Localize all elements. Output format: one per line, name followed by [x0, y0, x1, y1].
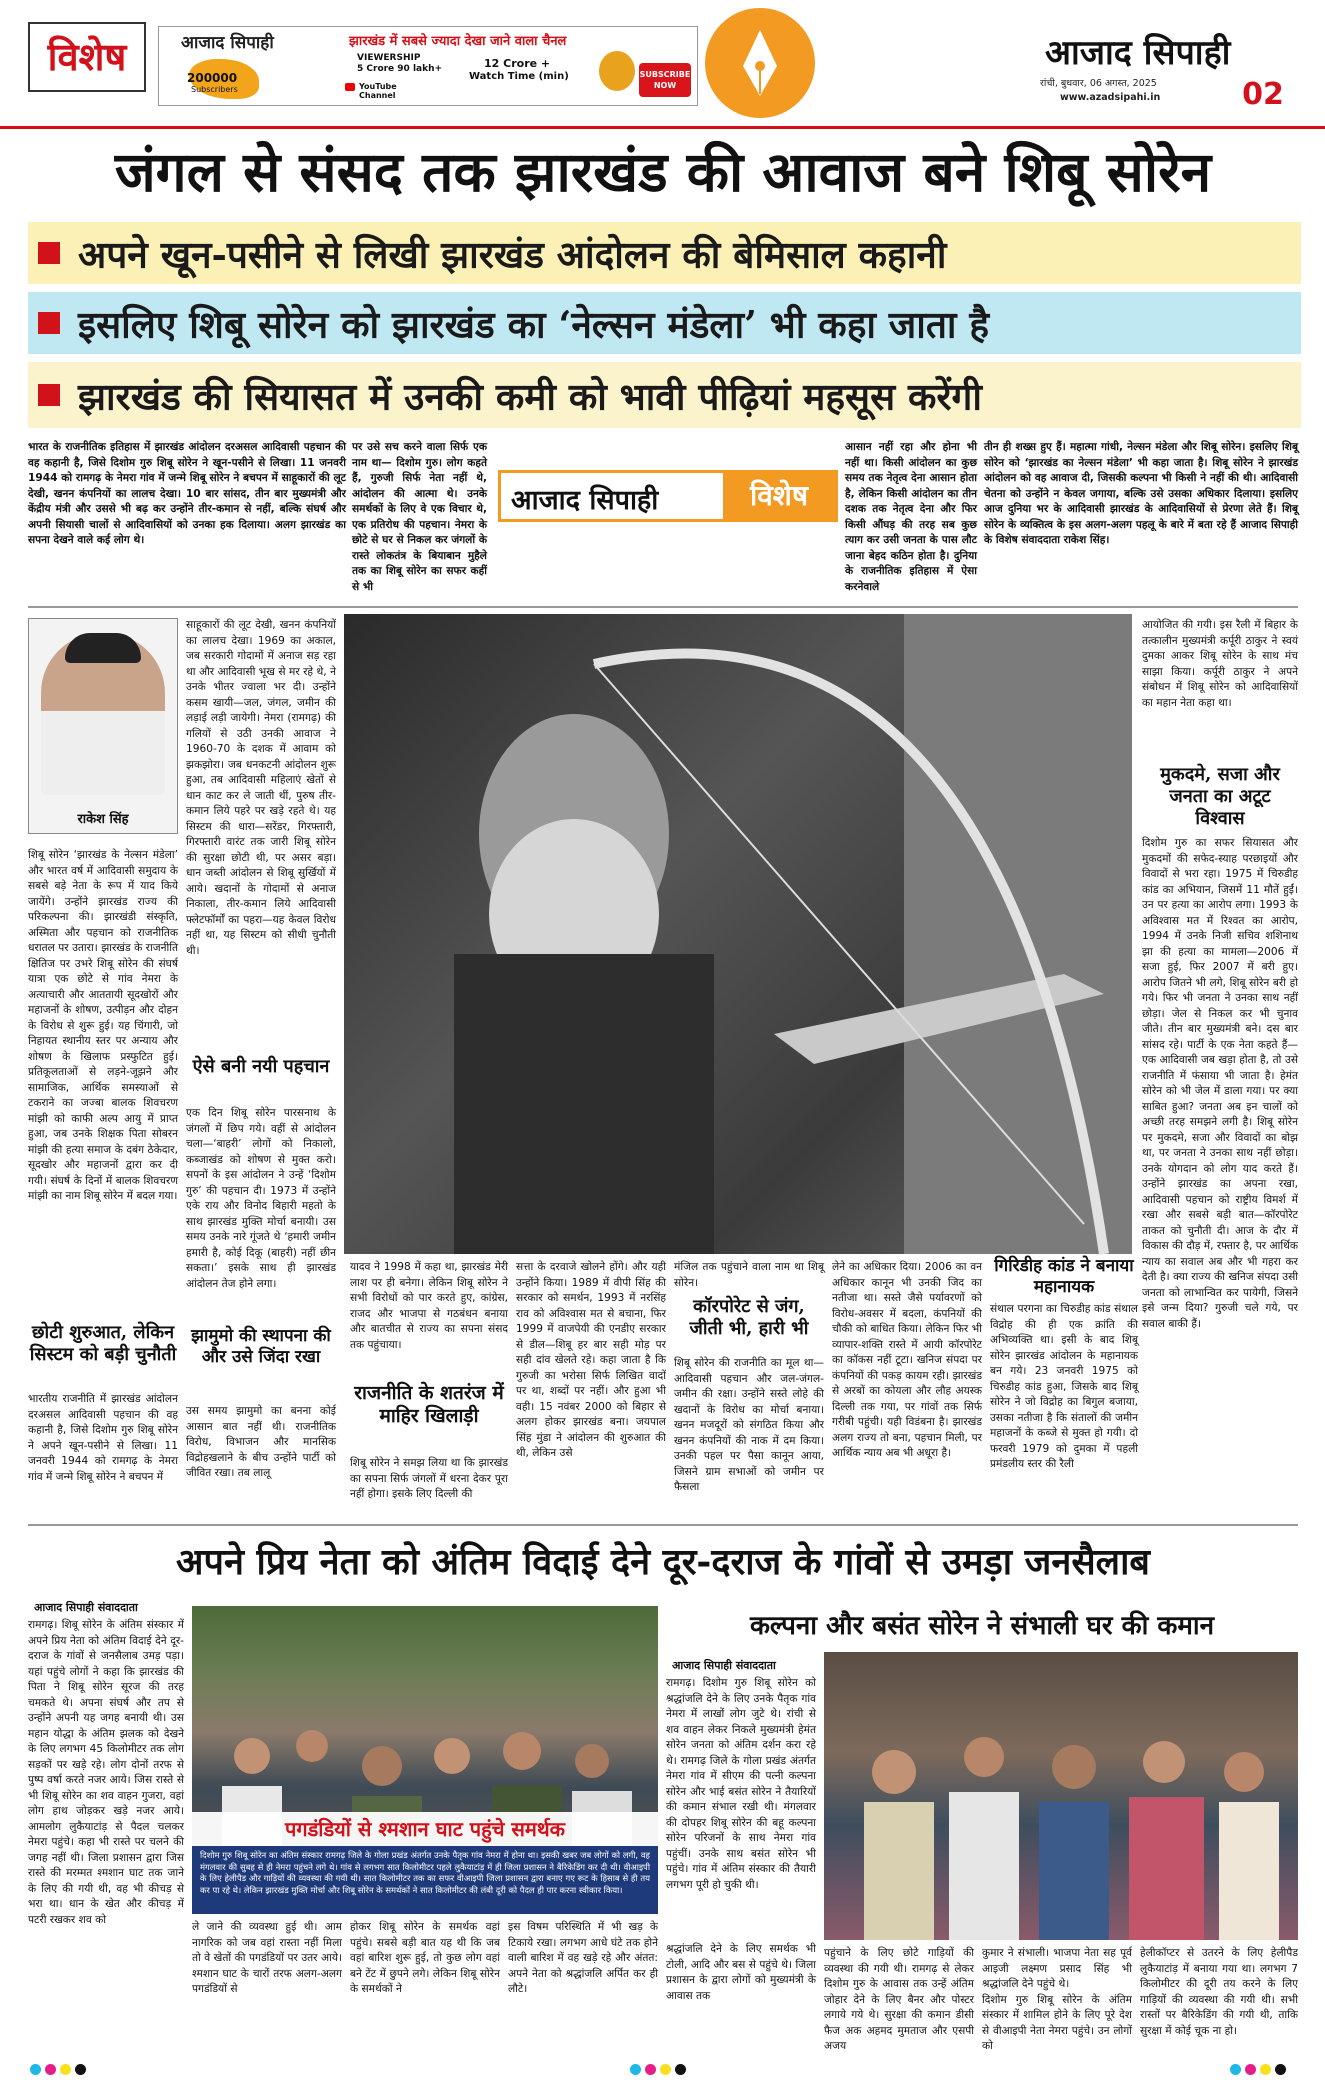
black-dot-icon	[1275, 2064, 1286, 2075]
intro-col-4: आसान नहीं रहा और होना भी नहीं था। किसी आंदोलन का कुछ समय तक नेतृत्व देना आसान होता है, लेकिन किसी आंदोलन का तीन दशक तक नेतृत्व देना और फिर किसी औंघड़ की तरह सब कुछ त्याग कर उसी जनता के पास लौट जाना बेहद कठिन होता है। दुनिया के राजनीतिक इतिहास में ऐसा करनेवाले	[845, 441, 977, 593]
yellow-dot-icon	[660, 2064, 671, 2075]
pen-nib-logo-icon	[705, 8, 815, 118]
registration-marks-left	[30, 2060, 90, 2074]
logo-section	[723, 473, 835, 519]
author-name: राकेश सिंह	[77, 812, 129, 827]
main-headline: जंगल से संसद तक झारखंड की आवाज बने शिबू सोरेन	[114, 139, 1212, 204]
ad-brand: आजाद सिपाही	[181, 33, 274, 53]
right-text-4: हेलीकॉप्टर से उतरने के लिए हेलीपैड लुकैयाटांड़ में बनाया गया था। लगभग 7 किलोमीटर की दूरी तय करने के लिए गाड़ियों की व्यवस्था की गयी थी। सभी रास्तों पर बैरिकेडिंग की गयी थी, ताकि सुरक्षा में कोई चूक ना हो।	[1140, 1947, 1298, 2037]
ad-viewership-label: VIEWERSHIP	[357, 53, 421, 63]
body-col-8: आयोजित की गयी। इस रैली में बिहार के तत्कालीन मुख्यमंत्री कर्पूरी ठाकुर ने स्वयं दुमका आकर शिबू सोरेन के साथ मंच साझा किया। कर्पूरी ठाकुर ने अपने संबोधन में शिबू सोरेन को आदिवासियों का महान नेता कहा था।	[1142, 619, 1298, 709]
ad-tagline: झारखंड में सबसे ज्यादा देखा जाने वाला चैनल	[349, 34, 567, 49]
ad-subscribers-count: 200000	[187, 71, 238, 85]
lower-headline: अपने प्रिय नेता को अंतिम विदाई देने दूर-दराज के गांवों से उमड़ा जनसैलाब	[176, 1541, 1150, 1583]
subhead-1-text: अपने खून-पसीने से लिखी झारखंड आंदोलन की बेमिसाल कहानी	[78, 232, 947, 277]
page-number: 02	[1242, 77, 1284, 112]
subhead-small-start: छोटी शुरुआत, लेकिन सिस्टम को बड़ी चुनौती	[29, 1322, 177, 1365]
photo-banner	[192, 1812, 658, 1846]
paper-name: आजाद सिपाही	[1045, 33, 1231, 73]
body-col-8b: दिशोम गुरु का सफर सियासत और मुकदमों की सफेद-स्याह परछाइयों और विवादों से भरा रहा। 1975 में चिरुडीह कांड का अभियान, जिसमें 11 मौतें हुईं। उन पर हत्या का आरोप लगा। 1993 के अविश्वास मत में रिश्वत का आरोप, 1994 में उनके निजी सचिव शशिनाथ झा की हत्या का मामला—2006 में सजा हुई, फिर 2007 में बरी हुए। आरोप जितने भी लगे, शिबू सोरेन बरी हो गये। फिर भी जनता ने उनका साथ नहीं छोड़ा। जेल से निकल कर भी चुनाव जीते। तीन बार मुख्यमंत्री बने। दस बार सांसद रहे। पार्टी के एक नेता कहते हैं—एक आदिवासी जब खड़ा होता है, तो उसे राजनीति में फंसाया भी जाता है। हेमंत सोरेन को भी जेल में डाला गया। पर क्या साबित हुआ? जनता अब इन चालों को अच्छी तरह समझने लगी है। शिबू सोरेन पर मुकदमे, सजा और विवादों का बोझ था, पर जनता ने उनका साथ नहीं छोड़ा। उनके योगदान को लोग याद करते हैं। उन्होंने झारखंड का अपना रखा, आदिवासी पहचान को राष्ट्रीय विमर्श में रखा और सबसे बड़ी बात—कॉरपोरेट ताकत को चुनौती दी। आज के दौर में विकास की दौड़ में, रफ्तार है, पर आर्थिक न्याय का सवाल अब और भी गहरा कर देती है। क्या राज्य की खनिज संपदा उसी जनता को लाभान्वित कर पायेगी, जिसने इसे जन्म दिया? गुरुजी चले गये, पर सवाल बाकी हैं।	[1142, 837, 1298, 1330]
website[interactable]: www.azadsipahi.in	[1060, 92, 1161, 103]
pen-nib-icon	[705, 8, 815, 118]
subhead-band-2	[28, 292, 1301, 354]
channel-ad-banner	[158, 26, 698, 106]
dateline: रांची, बुधवार, 06 अगस्त, 2025	[1040, 78, 1157, 89]
subhead-band-3	[28, 362, 1301, 428]
lower-text-1: रामगढ़। शिबू सोरेन के अंतिम संस्कार में अपने प्रिय नेता को अंतिम विदाई देने दूर-दराज के गांवों से जनसैलाब उमड़ पड़ा। यहां पहुंचे लोगों ने कहा कि झारखंड की पिता ने शिबू सोरेन सूरज की तरह चमकते थे। अपना संघर्ष और तप से उन्होंने अपनी यह जगह बनायी थी। उस महान योद्धा के अंतिम झलक को देखने के लिए लगभग 45 किलोमीटर तक लोग सड़कों पर खड़े रहे। लोग दोनों तरफ से पुष्प वर्षा करते नजर आये। जिस रास्ते से भी शिबू सोरेन का शव वाहन गुजरा, वहां लोग हाथ जोड़कर खड़े नजर आये। आमलोग लुकैयाटांड़ से पैदल चलकर नेमरा पहुंचे। कहा भी रास्ते पर चलने की जगह नहीं थी। जिला प्रशासन द्वारा जिस रास्ते की मरम्मत श्मशान घाट तक जाने के लिए की गयी थी, वह भी कीचड़ से भरा था। धान के खेत और कीचड़ में पटरी रखकर शव को	[28, 1619, 184, 1926]
subhead-cases: मुकदमे, सजा और जनता का अटूट विश्वास	[1160, 764, 1280, 829]
right-text-3: कुमार ने संभाली। भाजपा नेता सह पूर्व आइजी लक्ष्मण प्रसाद सिंह भी श्रद्धांजलि देने पहुंचे थे। दिशोम गुरु शिबू सोरेन के अंतिम संस्कार में शामिल होने के लिए पूरे देश से वीआइपी नेता नेमरा पहुंचे। उन लोगों को	[982, 1947, 1132, 2052]
right-byline: आजाद सिपाही संवाददाता	[672, 1659, 776, 1672]
black-dot-icon	[675, 2064, 686, 2075]
yellow-dot-icon	[1260, 2064, 1271, 2075]
subhead-corporate: कॉरपोरेट से जंग, जीती भी, हारी भी	[689, 1296, 809, 1339]
ad-subscribers-label: Subscribers	[191, 85, 238, 94]
red-bullet-icon	[38, 242, 60, 264]
subhead-2-text: इसलिए शिबू सोरेन को झारखंड का ‘नेल्सन मंडेला’ भी कहा जाता है	[78, 302, 990, 347]
lower-divider	[28, 1524, 1298, 1526]
family-photo	[824, 1652, 1298, 1940]
cyan-dot-icon	[630, 2064, 641, 2075]
right-text-2: पहुंचाने के लिए छोटे गाड़ियों की व्यवस्था की गयी थी। रामगढ़ से लेकर दिशोम गुरु के आवास तक उन्हें अंतिम जोहार देने के लिए बैनर और पोस्टर लगाये गये थे। सुरक्षा की कमान डीसी फैज अक अहमद मुमताज और एसपी अजय	[824, 1947, 974, 2052]
ad-youtube: YouTube Channel	[359, 82, 397, 100]
lower-text-4: इस विषम परिस्थिति में भी खड़ के टिकाये रखा। लगभग आधे घंटे तक होने वाली बारिश में वह खड़े रहे और अंतत: अपने नेता को श्रद्धांजलि अर्पित कर ही लौटे।	[508, 1921, 658, 1995]
photo-caption-text: दिशोम गुरु शिबू सोरेन का अंतिम संस्कार रामगढ़ जिले के गोला प्रखंड अंतर्गत उनके पैतृक गांव नेमरा में होना था। इसकी खबर जब लोगों को लगी, वह मंगलवार की सुबह से ही नेमरा पहुंचने लगे थे। गांव से लगभग सात किलोमीटर पहले लुकैयाटांड़ में ही जिला प्रशासन ने बैरिकेडिंग कर दी थी। वीआइपी के लिए हेलीपैड और गाड़ियों की व्यवस्था की गयी थी। सात किलोमीटर तक का सफर वीआइपी जिला प्रशासन द्वारा बनाए गए रूट के हिसाब से ही तय कर पा रहे थे। लेकिन झारखंड मुक्ति मोर्चा और शिबू सोरेन के समर्थकों ने सात किलोमीटर की लंबी दूरी को पैदल ही पार करना स्वीकार किया।	[200, 1850, 650, 1895]
ad-subscribe-now[interactable]: SUBSCRIBE NOW	[639, 63, 691, 97]
family-illustration	[824, 1652, 1298, 1940]
million-badge-icon	[599, 51, 635, 91]
photo-caption-box	[192, 1846, 658, 1914]
ad-watch-value: 12 Crore +	[484, 57, 551, 70]
body-col-3b: शिबू सोरेन ने समझ लिया था कि झारखंड का सपना सिर्फ जंगलों में धरना देकर पूरा नहीं होगा। इसके लिए दिल्ली की	[350, 1457, 508, 1500]
intro-col-2: पर उसे सच करने वाला सिर्फ एक नाम था— दिशोम गुरु। लोग कहते हैं, गुरुजी सिर्फ नेता नहीं थे, आंदोलन की आत्मा थे। उनके समर्थकों के लिए वे एक विचार थे, एक प्रतिरोध की पहचान। नेमरा के छोटे से घर से निकल कर जंगलों के रास्ते लोकतंत्र के बियाबान मुहैले तक का शिबू सोरेन का सफर कहीं से भी	[352, 441, 487, 593]
body-col-4: सत्ता के दरवाजे खोलने होंगे। और यही उन्होंने किया। 1989 में वीपी सिंह की सरकार को समर्थन, 1993 में नरसिंह राव को अविश्वास मत से बचाना, फिर 1999 में वाजपेयी की एनडीए सरकार से डील—शिबू हर बार सही मोड़ पर सही दांव खेलते रहे। कहा जाता है कि गुरुजी का भरोसा सिर्फ लिखित वादों पर था, शब्दों पर नहीं। और हुआ भी वही। 15 नवंबर 2000 को बिहार से अलग होकर झारखंड बना। जयपाल सिंह मुंडा ने आंदोलन की शुरुआत की थी, लेकिन उसे	[516, 1261, 666, 1459]
author-column-text: शिबू सोरेन ‘झारखंड के नेल्सन मंडेला’ और भारत वर्ष में आदिवासी समुदाय के सबसे बड़े नेता के रूप में याद किये जायेंगे। उन्होंने झारखंड राज्य की परिकल्पना की। झारखंडी संस्कृति, अस्मिता और पहचान को राजनीतिक धरातल पर उतारा। झारखंड के राजनीति क्षितिज पर उभरे शिबू सोरेन की संघर्ष यात्रा एक छोटे से गांव नेमरा के अत्याचारी और आततायी सूदखोरों और महाजनों के शोषण, उत्पीड़न और दोहन के विरोध से शुरू हुई। यह चिंगारी, जो निहायत स्थानीय स्तर पर अन्याय और शोषण के खिलाफ प्रस्फुटित हुई। प्रतिकूलताओं से लड़ने-जूझने और सामाजिक, आर्थिक समस्याओं से टकराने का जज्बा बालक शिवचरण मांझी को काफी अल्प आयु में प्राप्त हुआ, जब उनके शिक्षक पिता सोबरन मांझी की हत्या समाज के दबंग ठेकेदार, सूदखोर और महाजनों द्वारा कर दी गयी। संघर्ष के दिनों में बालक शिवचरण मांझी का नाम शिबू सोरेन में बदल गया।	[28, 849, 178, 1202]
magenta-dot-icon	[1245, 2064, 1256, 2075]
body-col-5b: शिबू सोरेन की राजनीति का मूल था—आदिवासी पहचान और जल-जंगल-जमीन की रक्षा। उन्होंने सस्ते लोहे की खदानों के विरोध का मोर्चा बनाया। खनन मजदूरों को संगठित किया और खनन कंपनियों की नाक में दम किया। उनकी पहल पर पैसा कानून आया, जिसने ग्राम सभाओं को जमीन पर फैसला	[674, 1357, 824, 1493]
archer-illustration	[344, 614, 1132, 1254]
lower-text-3: होकर शिबू सोरेन के समर्थक वहां पहुंचे। सबसे बड़ी बात यह थी कि जब वहां बारिश शुरू हुई, तो कुछ लोग वहां बने टेंट में छुपने लगे। लेकिन शिबू सोरेन के समर्थकों ने	[350, 1921, 500, 1995]
photo-banner-text: पगडंडियों से श्मशान घाट पहुंचे समर्थक	[284, 1817, 566, 1841]
registration-marks-right	[1230, 2060, 1290, 2074]
masthead-divider	[0, 126, 1325, 129]
body-col-2c: उस समय झामुमो का बनना कोई आसान बात नहीं थी। राजनीतिक विरोध, विभाजन और मानसिक विद्रोहखलाने के बीच उन्होंने पार्टी को जीवित रखा। तब लालू	[186, 1405, 336, 1479]
logo-section-text: विशेष	[749, 479, 809, 512]
registration-marks-center	[630, 2060, 690, 2074]
magenta-dot-icon	[645, 2064, 656, 2075]
right-headline: कल्पना और बसंत सोरेन ने संभाली घर की कमान	[749, 1611, 1215, 1641]
subhead-band-1	[28, 222, 1301, 284]
logo-brand: आजाद सिपाही	[511, 485, 659, 516]
lower-text-2: ले जाने की व्यवस्था हुई थी। आम नागरिक को जब वहां रास्ता नहीं मिला तो वे खेतों की पगडंडियों पर उतर आये। श्मशान घाट के चारों तरफ अलग-अलग पगडंडियों से	[192, 1921, 342, 1995]
author-column-text-2: भारतीय राजनीति में झारखंड आंदोलन दरअसल आदिवासी पहचान की वह कहानी है, जिसे दिशोम गुरु शिबू सोरेन ने अपने खून-पसीने से लिखा। 11 जनवरी 1944 को रामगढ़ के नेमरा गांव में जन्मे शिबू सोरेन ने बचपन में	[28, 1393, 178, 1483]
subhead-3-text: झारखंड की सियासत में उनकी कमी को भावी पीढ़ियां महसूस करेंगी	[78, 374, 982, 419]
yellow-dot-icon	[60, 2064, 71, 2075]
red-bullet-icon	[38, 312, 60, 334]
body-col-5a: मंजिल तक पहुंचाने वाला नाम था शिबू सोरेन।	[674, 1261, 824, 1289]
body-col-2b: एक दिन शिबू सोरेन पारसनाथ के जंगलों में छिप गये। वहीं से आंदोलन चला—‘बाहरी’ लोगों को निकालो, कब्जाखंड को शोषण से मुक्त करो। सपनों के इस आंदोलन ने उन्हें ‘दिशोम गुरु’ की पहचान दी। 1973 में उन्होंने एके राय और विनोद बिहारी महतो के साथ झारखंड मुक्ति मोर्चा बनायी। उस समय उनके नारे गूंजते थे ‘हमारी जमीन हमारी है, कोई दिकू (बाहरी) नहीं छीन सकता।’ इसके साथ ही झारखंड आंदोलन तेज होने लगा।	[186, 1107, 336, 1290]
cyan-dot-icon	[1230, 2064, 1241, 2075]
body-col-2a: साहूकारों की लूट देखी, खनन कंपनियों का लालच देखा। 1969 का अकाल, जब सरकारी गोदामों में अनाज सड़ रहा था और आदिवासी भूख से मर रहे थे, ने उनके भीतर ज्वाला भर दी। उन्होंने कसम खायी—जल, जंगल, जमीन की लड़ाई लड़ी जायेगी। नेमरा (रामगढ़) की गलियों से उठी उनकी आवाज ने 1960-70 के दशक में आवाम को झकझोरा। जब धनकटनी आंदोलन शुरू हुआ, तब आदिवासी महिलाएं खेतों से धान काट कर ले जाती थीं, पुरुष तीर-कमान लिये पहरे पर खड़े रहते थे। यह सिस्टम की धारा—सरेंडर, गिरफ्तारी, गिरफ्तारी वारंट तक जारी शिबू सोरेन की सुरक्षा छोटी थी, पर असर बड़ा। धान जब्ती आंदोलन से शिबू सुर्खियों में आये। खदानों के गोदामों से अनाज निकाला, तीर-कमान लिये आदिवासी फ्लेटफॉर्मों का पहरा—यह केवल विरोध नहीं था, यह सिस्टम को सीधी चुनौती थी।	[186, 619, 336, 957]
magenta-dot-icon	[45, 2064, 56, 2075]
subhead-new-identity: ऐसे बनी नयी पहचान	[192, 1056, 330, 1077]
subhead-chess: राजनीति के शतरंज में माहिर खिलाड़ी	[354, 1382, 504, 1427]
author-photo-frame	[28, 618, 178, 834]
subhead-giridih: गिरिडीह कांड ने बनाया महानायक	[994, 1256, 1134, 1297]
body-col-6: लेने का अधिकार दिया। 2006 का वन अधिकार कानून भी उनकी जिद का नतीजा था। सस्ते जैसे पर्यावरणों को विरोध-अवसर में बदला, कंपनियों की चौकी को बाधित किया। लेकिन फिर भी व्यापार-शक्ति रास्ते में आयी कॉरपोरेट का कॉकस नहीं टूटा। खनिज संपदा पर कंपनियों की पकड़ कायम रही। झारखंड से अरबों का कोयला और लौह अयस्क दिल्ली तक गया, पर गांवों तक सिर्फ गरीबी पहुंची। यही विडंबना है। झारखंड अलग राज्य तो बना, पहचान मिली, पर आर्थिक न्याय अब भी अधूरा है।	[832, 1261, 982, 1459]
intro-col-5: तीन ही शख्स हुए हैं। महात्मा गांधी, नेल्सन मंडेला और शिबू सोरेन। इसलिए शिबू सोरेन को ‘झारखंड का नेल्सन मंडेला’ भी कहा जाता है। शिबू सोरेन ने झारखंड आंदोलन को वह आवाज दी, जिसकी कल्पना भी किसी ने नहीं की थी। आदिवासी चेतना को उन्होंने न केवल जगाया, बल्कि उसे उसका अधिकार दिलाया। इसलिए आज दुनिया भर के आदिवासी झारखंड के आदिवासियों से प्रेरणा लेते हैं। शिबू सोरेन के व्यक्तित्व के इस अलग-अलग पहलू के बारे में बता रहे हैं आजाद सिपाही के विशेष संवाददाता राकेश सिंह।	[984, 441, 1298, 546]
body-col-3: यादव ने 1998 में कहा था, झारखंड मेरी लाश पर ही बनेगा। लेकिन शिबू सोरेन ने सभी विरोधों को पार करते हुए, कांग्रेस, राजद और भाजपा से गठबंधन बनाया और बातचीत से राज्य का सपना संसद तक पहुंचाया।	[350, 1261, 508, 1351]
intro-col-1: भारत के राजनीतिक इतिहास में झारखंड आंदोलन दरअसल आदिवासी पहचान की वह कहानी है, जिसे दिशोम गुरु शिबू सोरेन ने खून-पसीने से लिखा। 11 जनवरी 1944 को रामगढ़ के नेमरा गांव में जन्मे शिबू सोरेन ने बचपन में साहूकारों की लूट देखी, खनन कंपनियों का लालच देखा। 10 बार सांसद, तीन बार मुख्यमंत्री और केंद्रीय मंत्री और उससे भी बढ़ कर उन्होंने तीर-कमान से नहीं, बल्कि संघर्ष और अपनी सियासी चालों से आदिवासियों को उनका हक दिलाया। अलग झारखंड का सपना देखने वाले कई लोग थे।	[28, 441, 346, 546]
right-text-1: रामगढ़। दिशोम गुरु शिबू सोरेन को श्रद्धांजलि देने के लिए उनके पैतृक गांव नेमरा में लाखों लोग जुटे थे। रांची से शव वाहन लेकर निकले मुख्यमंत्री हेमंत सोरेन जनता को अंतिम दर्शन करा रहे थे। रामगढ़ जिले के गोला प्रखंड अंतर्गत नेमरा गांव में सीएम की पत्नी कल्पना सोरेन और भाई बसंत सोरेन ने तैयारियों की कमान संभाल रखी थी। मंगलवार की दोपहर शिबू सोरेन की बहू कल्पना सोरेन परिजनों के साथ नेमरा गांव पहुंचीं। उनके साथ बसंत सोरेन भी पहुंचे। गांव में अंतिम संस्कार की तैयारी लगभग पूरी हो चुकी थी।	[666, 1677, 816, 1891]
right-text-1b: श्रद्धांजलि देने के लिए समर्थक भी टोली, आदि और बस से पहुंचे थे। जिला प्रशासन के द्वारा लोगों को मुख्यमंत्री के आवास तक	[666, 1943, 816, 2002]
body-col-7: संथाल परगना का चिरुडीह कांड संथाल विद्रोह की ही एक क्रांति की अभिव्यक्ति था। इसी के बाद शिबू सोरेन झारखंड आंदोलन के महानायक बन गये। 23 जनवरी 1975 को चिरुडीह कांड हुआ, जिसके बाद शिबू सोरेन ने जो विद्रोह का बिगुल बजाया, उसका नतीजा है कि संतालों की जमीन महाजनों के कब्जे से मुक्त हो गयी। दो फरवरी 1979 को दुमका में पहली प्रमंडलीय स्तर की रैली	[990, 1303, 1138, 1470]
ad-viewership-value: 5 Crore 90 lakh+	[357, 64, 443, 74]
intro-divider	[28, 606, 1298, 608]
cyan-dot-icon	[30, 2064, 41, 2075]
red-bullet-icon	[38, 384, 60, 406]
section-label	[28, 22, 146, 92]
logo-box	[498, 470, 838, 522]
ad-watch-label: Watch Time (min)	[469, 71, 569, 82]
youtube-icon	[345, 83, 355, 91]
shibu-soren-archer-photo	[344, 614, 1132, 1254]
subhead-jmm: झामुमो की स्थापना की और उसे जिंदा रखा	[191, 1326, 331, 1367]
author-photo	[41, 633, 165, 795]
author-hair	[65, 633, 141, 663]
black-dot-icon	[75, 2064, 86, 2075]
section-label-text: विशेष	[47, 34, 127, 79]
lower-byline: आजाद सिपाही संवाददाता	[34, 1601, 138, 1614]
